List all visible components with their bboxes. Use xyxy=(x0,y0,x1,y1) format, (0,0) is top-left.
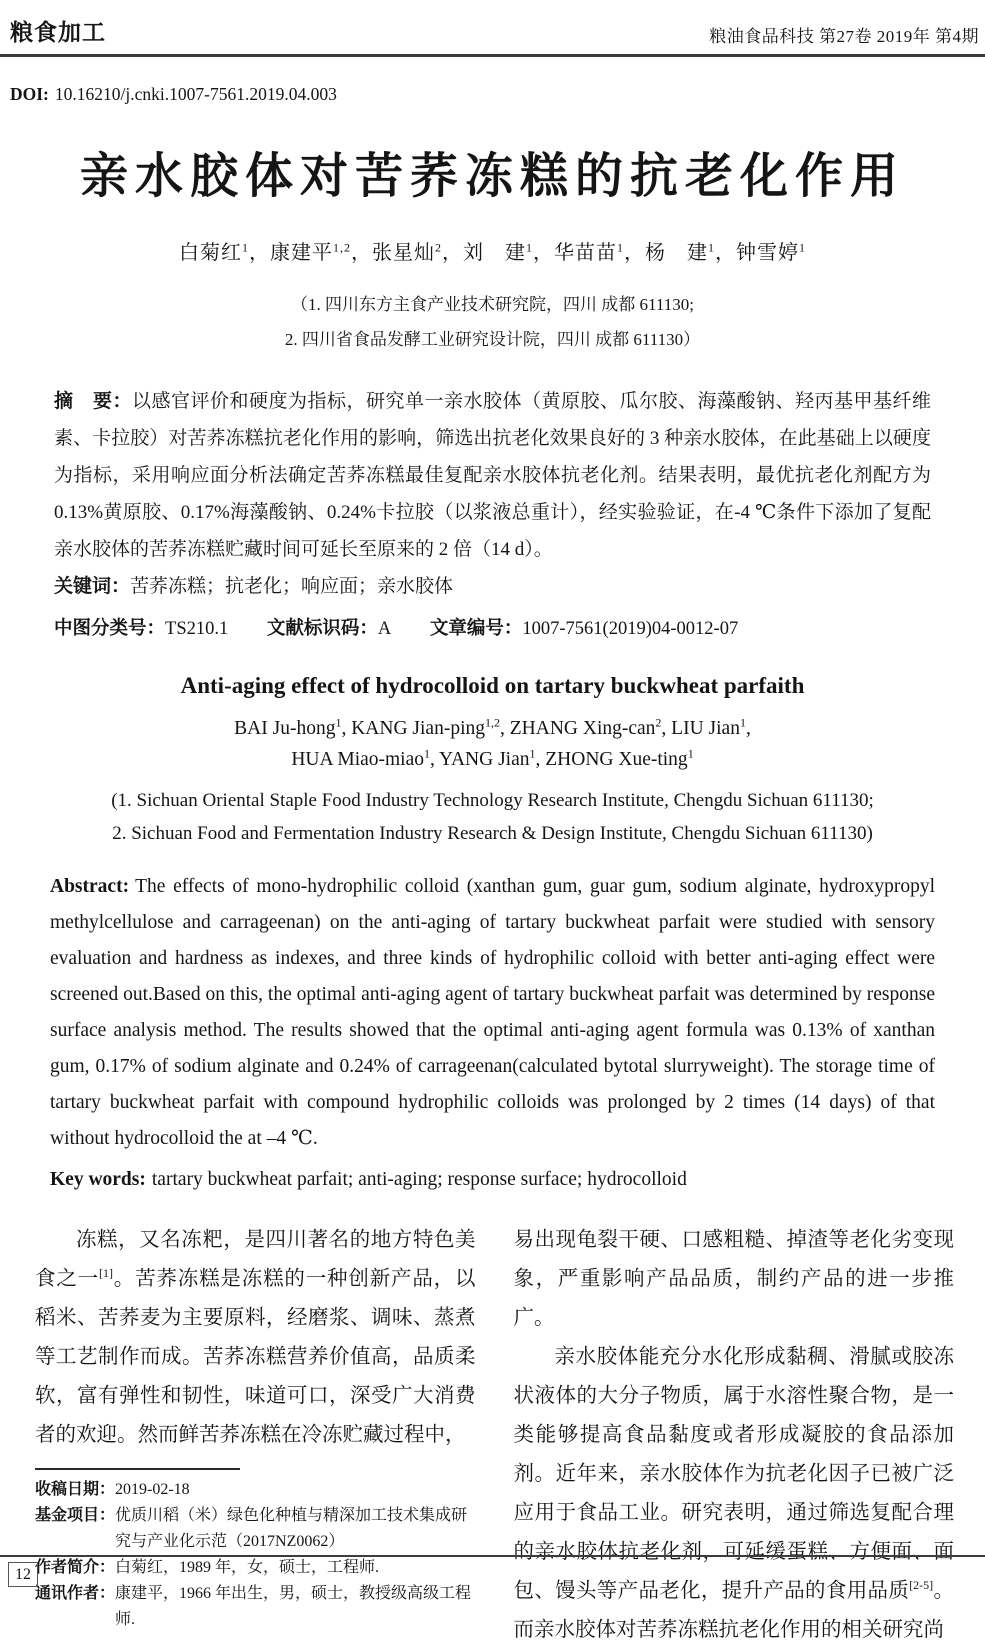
author-name: ，杨 建 xyxy=(624,242,708,264)
journal-issue-info: 粮油食品科技 第27卷 2019年 第4期 xyxy=(709,27,979,46)
page-bottom-divider xyxy=(0,1555,985,1557)
body-text: 亲水胶体能充分水化形成黏稠、滑腻或胶冻状液体的大分子物质，属于水溶性聚合物，是一类能够提高食品黏度或者形成凝胶的食品添加剂。近年来，亲水胶体作为抗老化因子已被广泛应用于食品工业。研究表明，通过筛选复配合理的亲水胶体抗老化剂，可延缓蛋糕、方便面、面包、馒头等产品老化，提升产品的食用品质 xyxy=(513,1346,954,1602)
keywords-en xyxy=(50,1162,935,1198)
document-code-value: A xyxy=(377,619,392,639)
author-name: ，钟雪婷 xyxy=(715,242,799,264)
paper-title-en: Anti-aging effect of hydrocolloid on tartary buckwheat parfaith xyxy=(180,673,805,698)
footnote-corresponding-author xyxy=(35,1581,476,1633)
footnote-text: 康建平，1966 年出生，男，硕士，教授级高级工程师. xyxy=(115,1585,472,1628)
article-number xyxy=(430,619,738,639)
author-name: , xyxy=(745,718,751,739)
footnote-received-date xyxy=(35,1477,476,1503)
abstract-en-text: The effects of mono-hydrophilic colloid (xanthan gum, guar gum, sodium alginate, hydroxypropyl methylcellulose and carrageenan) on the anti-aging of tartary buckwheat parfait were studied with sensory evaluation and hardness as indexes, and three kinds of hydrophilic colloid with better anti-aging effect were screened out.Based on this, the optimal anti-aging agent of tartary buckwheat parfait was determined by response surface analysis method. The results showed that the optimal anti-aging agent formula was 0.13% of xanthan gum, 0.17% of sodium alginate and 0.24% of carrageenan(calculated bytotal slurryweight). The storage time of tartary buckwheat parfait with compound hydrophilic colloids was prolonged by 2 times (14 days) of that without hydrocolloid the at –4 ℃. xyxy=(50,876,935,1149)
author-name: ，刘 建 xyxy=(442,242,526,264)
author-name: , LIU Jian xyxy=(661,718,740,739)
footnote-author-bio xyxy=(35,1555,476,1581)
right-column xyxy=(514,1221,955,1650)
abstract-zh-label: 摘 要： xyxy=(54,391,132,412)
affiliation-en-1: (1. Sichuan Oriental Staple Food Industry Technology Research Institute, Chengdu Sichuan 611130; xyxy=(111,790,874,811)
affiliation-zh-1: （1. 四川东方主食产业技术研究院，四川 成都 611130; xyxy=(291,295,694,314)
author-name: 白菊红 xyxy=(179,242,242,264)
citation-ref: [2-5] xyxy=(909,1578,934,1593)
author-affil-sup: 1 xyxy=(617,240,624,255)
doi-label: DOI: xyxy=(10,84,49,104)
classification-line xyxy=(54,610,931,647)
body-text: 冻糕，又名冻粑，是四川著名的地方特色美食之一 xyxy=(35,1229,476,1290)
authors-en-line2 xyxy=(0,744,985,775)
document-code-label: 文献标识码： xyxy=(266,617,378,638)
footnote-text: 2019-02-18 xyxy=(115,1481,190,1498)
affiliations-en xyxy=(0,784,985,850)
paper-title-zh: 亲水胶体对苦荞冻糕的抗老化作用 xyxy=(79,150,905,203)
citation-ref: [1] xyxy=(98,1266,113,1281)
keywords-zh-text: 苦荞冻糕；抗老化；响应面；亲水胶体 xyxy=(130,576,454,597)
author-name: , ZHANG Xing-can xyxy=(500,718,656,739)
body-paragraph xyxy=(514,1338,955,1650)
page-number: 12 xyxy=(8,1562,38,1587)
footnote-label: 通讯作者： xyxy=(35,1585,116,1602)
footnote-divider xyxy=(35,1468,240,1470)
footnote-fund-project xyxy=(35,1503,476,1555)
author-name: ，华苗苗 xyxy=(533,242,617,264)
keywords-zh-label: 关键词： xyxy=(54,576,131,597)
authors-en-line1 xyxy=(0,713,985,744)
clc-value: TS210.1 xyxy=(165,619,229,639)
authors-en xyxy=(0,713,985,775)
footnote-label: 作者简介： xyxy=(35,1559,116,1576)
keywords-en-label: Key words: xyxy=(50,1169,146,1190)
body-paragraph xyxy=(35,1221,476,1455)
body-columns xyxy=(35,1221,954,1650)
doi-line xyxy=(10,84,985,105)
author-affil-sup: 1 xyxy=(335,715,342,730)
doi-value: 10.16210/j.cnki.1007-7561.2019.04.003 xyxy=(54,84,337,104)
page-header xyxy=(0,0,985,57)
author-name: ，张星灿 xyxy=(351,242,435,264)
author-affil-sup: 1,2 xyxy=(333,240,351,255)
affiliation-en-2: 2. Sichuan Food and Fermentation Industry Research & Design Institute, Chengdu Sichuan 611130) xyxy=(112,823,873,844)
footnote-text: 白菊红，1989 年，女，硕士，工程师. xyxy=(115,1559,380,1576)
author-name: , ZHONG Xue-ting xyxy=(535,749,688,770)
affiliations-zh xyxy=(0,287,985,357)
body-text: 。苦荞冻糕是冻糕的一种创新产品，以稻米、苦荞麦为主要原料，经磨浆、调味、蒸煮等工艺制作而成。苦荞冻糕营养价值高，品质柔软，富有弹性和韧性，味道可口，深受广大消费者的欢迎。然而鲜苦荞冻糕在冷冻贮藏过程中， xyxy=(35,1268,476,1446)
footnote-label: 基金项目： xyxy=(35,1507,116,1524)
author-name: HUA Miao-miao xyxy=(291,749,425,770)
clc-number xyxy=(54,619,228,639)
keywords-zh xyxy=(54,568,931,605)
document-code xyxy=(267,619,391,639)
article-number-value: 1007-7561(2019)04-0012-07 xyxy=(522,619,739,639)
author-affil-sup: 1 xyxy=(242,240,249,255)
author-affil-sup: 1 xyxy=(708,240,715,255)
abstract-zh xyxy=(54,383,931,568)
abstract-zh-text: 以感官评价和硬度为指标，研究单一亲水胶体（黄原胶、瓜尔胶、海藻酸钠、羟丙基甲基纤维素、卡拉胶）对苦荞冻糕抗老化作用的影响，筛选出抗老化效果良好的 3 种亲水胶体，在此基础上以硬度为指标，采用响应面分析法确定苦荞冻糕最佳复配亲水胶体抗老化剂。结果表明，最优抗老化剂配方为 0.13%黄原胶、0.17%海藻酸钠、0.24%卡拉胶（以浆液总重计），经实验验证，在-4 ℃条件下添加了复配亲水胶体的苦荞冻糕贮藏时间可延长至原来的 2 倍（14 d）。 xyxy=(54,391,931,560)
authors-zh xyxy=(0,236,985,265)
left-column xyxy=(35,1221,476,1650)
body-text: 。而亲水胶体对苦荞冻糕抗老化作用的相关研究尚 xyxy=(513,1580,955,1641)
author-affil-sup: 2 xyxy=(435,240,442,255)
author-name: , KANG Jian-ping xyxy=(341,718,485,739)
author-affil-sup: 1 xyxy=(526,240,533,255)
body-paragraph: 易出现龟裂干硬、口感粗糙、掉渣等老化劣变现象，严重影响产品品质，制约产品的进一步推广。 xyxy=(513,1229,954,1329)
author-affil-sup: 1 xyxy=(739,715,746,730)
author-affil-sup: 1 xyxy=(529,746,536,761)
abstract-en xyxy=(50,869,935,1157)
author-name: ，康建平 xyxy=(249,242,333,264)
author-affil-sup: 1 xyxy=(799,240,806,255)
author-name: BAI Ju-hong xyxy=(234,718,336,739)
author-name: , YANG Jian xyxy=(430,749,530,770)
author-affil-sup: 2 xyxy=(655,715,662,730)
author-affil-sup: 1 xyxy=(424,746,431,761)
section-title: 粮食加工 xyxy=(10,19,106,45)
affiliation-zh-2: 2. 四川省食品发酵工业研究设计院，四川 成都 611130） xyxy=(284,330,701,349)
author-affil-sup: 1,2 xyxy=(485,715,500,730)
clc-label: 中图分类号： xyxy=(54,617,166,638)
keywords-en-text: tartary buckwheat parfait; anti-aging; response surface; hydrocolloid xyxy=(151,1169,687,1190)
article-number-label: 文章编号： xyxy=(429,617,523,638)
abstract-en-label: Abstract: xyxy=(50,876,130,897)
author-affil-sup: 1 xyxy=(687,746,694,761)
footnote-label: 收稿日期： xyxy=(35,1481,116,1498)
footnote-text: 优质川稻（米）绿色化种植与精深加工技术集成研究与产业化示范（2017NZ0062） xyxy=(115,1507,468,1550)
